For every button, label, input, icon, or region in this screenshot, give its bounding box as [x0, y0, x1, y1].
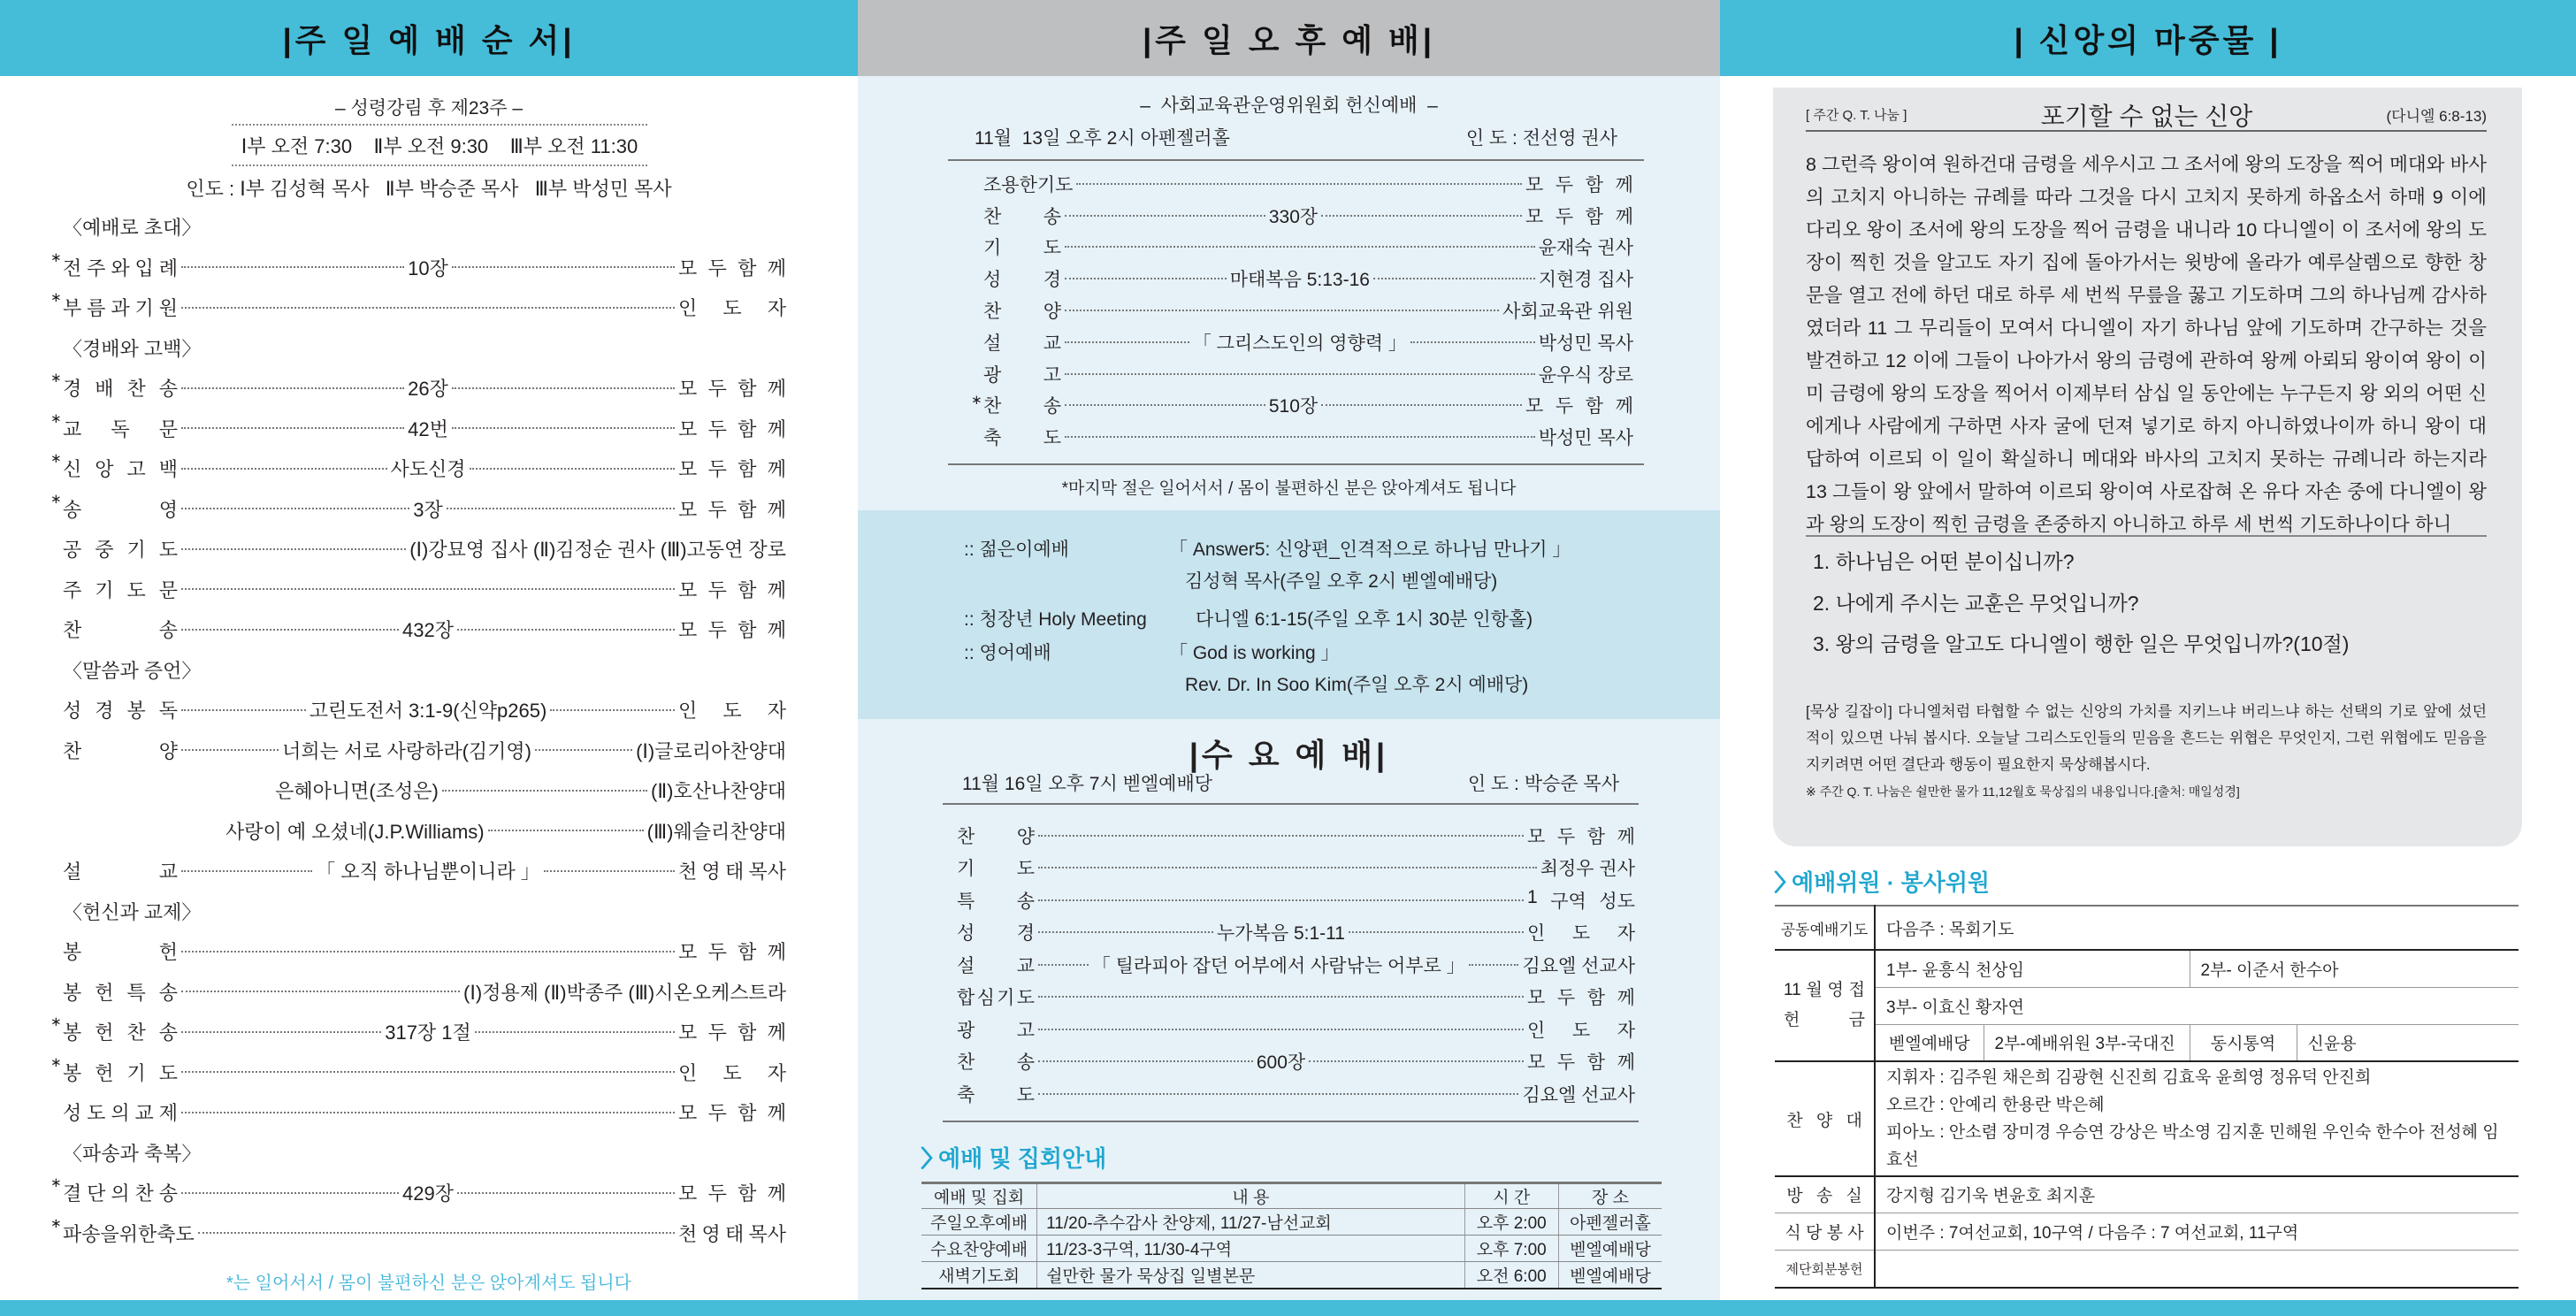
wednesday-order-list [957, 820, 1635, 1112]
required-stand-icon: ∗ [50, 491, 62, 507]
qt-tag: [ 주간 Q. T. 나눔 ] [1806, 108, 1907, 123]
order-row [63, 328, 786, 369]
schedule-cell: 벧엘예배당 [1558, 1236, 1662, 1262]
order-leader: 모 두 함 께 [1527, 1052, 1635, 1074]
order-content: 너희는 서로 사랑하라(김기영) [282, 739, 531, 762]
order-leader: 박성민 목사 [1538, 428, 1633, 449]
order-leader: 인 도 자 [678, 700, 786, 723]
schedule-header-row [921, 1183, 1662, 1209]
leader-dots [1038, 1029, 1524, 1030]
order-content: 429장 [402, 1182, 454, 1205]
youth-line: Rev. Dr. In Soo Kim(주일 오후 2시 예배당) [1185, 675, 1529, 695]
leader-dots [475, 1031, 675, 1033]
leader-dots [198, 1232, 675, 1234]
order-row [63, 690, 786, 731]
order-label: 설교 [957, 955, 1077, 976]
altar-value [1875, 1250, 2519, 1288]
broadcast-value: 강지형 김기욱 변윤호 최지훈 [1875, 1176, 2519, 1213]
leader-dots [1076, 183, 1522, 185]
order-label: 광고 [957, 1020, 1077, 1041]
order-row [50, 409, 787, 449]
leader-dots [535, 749, 632, 751]
leader-dots [550, 709, 675, 711]
order-content: 「 그리스도인의 영향력 」 [1192, 333, 1407, 354]
order-row [957, 820, 1635, 852]
order-label: 성경봉독 [63, 700, 191, 723]
section-heading: 〈헌신과 교제〉 [63, 900, 202, 923]
order-content: 「 오직 하나님뿐이니라 」 [316, 861, 540, 884]
bottom-bar [0, 1300, 2576, 1316]
order-content: 510장 [1268, 396, 1319, 417]
schedule-cell: 아펜젤러홀 [1558, 1209, 1662, 1236]
order-row [957, 949, 1635, 981]
youth-line: 「 Answer5: 신앙편_인격적으로 하나님 만나기 」 [1169, 539, 1571, 560]
order-leader: 사회교육관 위원 [1502, 302, 1633, 323]
bethel-label: 벧엘예배당 [1875, 1024, 1984, 1061]
youth-label: :: 젊은이예배 [964, 539, 1069, 560]
order-row [50, 1173, 786, 1213]
order-row [63, 811, 786, 852]
afternoon-subtitle: – 사회교육관운영위원회 헌신예배 – [1140, 96, 1438, 116]
leader-dots [181, 1071, 675, 1073]
order-label: 찬양 [63, 739, 256, 762]
order-label: 봉헌 [63, 941, 256, 964]
order-label: 봉헌찬송 [63, 1021, 191, 1044]
order-label: 교독문 [63, 417, 208, 440]
leader-dots [457, 1192, 675, 1194]
sunday-order-list [50, 207, 787, 1259]
leader-dots [1065, 246, 1535, 248]
leader-dots [452, 387, 675, 389]
kitchen-value: 이번주 : 7여선교회, 10구역 / 다음주 : 7 여선교회, 11구역 [1875, 1213, 2519, 1250]
order-row [63, 891, 786, 932]
order-label: 봉헌기도 [63, 1061, 191, 1084]
order-label: 경배찬송 [63, 378, 191, 401]
order-leader: (Ⅰ)정용제 (Ⅱ)박종주 (Ⅲ)시온오케스트라 [463, 981, 786, 1004]
leader-dots [447, 508, 675, 509]
order-leader: 인 도 자 [1527, 923, 1635, 945]
order-label: 찬양 [957, 826, 1077, 847]
order-leader: 모 두 함 께 [678, 1182, 786, 1205]
afternoon-date: 11월 13일 오후 2시 아펜젤러홀 [975, 128, 1230, 149]
order-label: 조용한기도 [983, 174, 1074, 195]
interp-label: 동시통역 [2190, 1024, 2297, 1061]
altar-label: 제단회분봉헌 [1775, 1250, 1875, 1288]
bethel-value: 2부-예배위원 3부-국대진 [1984, 1024, 2190, 1061]
order-row [50, 448, 787, 489]
order-row [63, 207, 786, 248]
leader-dots [452, 266, 675, 268]
order-leader: (Ⅰ)강묘영 집사 (Ⅱ)김정순 권사 (Ⅲ)고동연 장로 [409, 539, 786, 562]
order-row [63, 529, 786, 570]
order-row [957, 1078, 1635, 1110]
order-leader: 윤재숙 권사 [1538, 238, 1633, 259]
leader-dots [1469, 964, 1519, 966]
required-stand-icon: ∗ [50, 1175, 62, 1190]
leader-dots [1321, 404, 1522, 406]
order-label: 특송 [957, 891, 1077, 912]
schedule-cell: 새벽기도회 [921, 1262, 1037, 1289]
order-row [971, 390, 1633, 422]
afternoon-leader: 인 도 : 전선영 권사 [1465, 128, 1617, 149]
qt-question: 1. 하나님은 어떤 분이십니까? [1813, 550, 2075, 573]
schedule-cell: 11/20-추수감사 찬양제, 11/27-남선교회 [1037, 1209, 1464, 1236]
order-row [63, 609, 786, 650]
leader-dots [1065, 436, 1535, 438]
schedule-cell: 오전 6:00 [1464, 1262, 1558, 1289]
order-content: 고린도전서 3:1-9(신약p265) [309, 700, 547, 723]
order-label: 파송을위한축도 [63, 1222, 195, 1245]
required-stand-icon: ∗ [50, 1014, 62, 1029]
leader-dots [181, 991, 460, 992]
choir-label: 찬 양 대 [1775, 1061, 1875, 1176]
order-leader: 모 두 함 께 [1525, 206, 1633, 227]
order-label: 성도의교제 [63, 1102, 183, 1125]
required-stand-icon: ∗ [50, 410, 62, 426]
leader-dots [181, 1192, 399, 1194]
leader-dots [1038, 899, 1524, 901]
leader-dots [1349, 931, 1524, 933]
order-label: 찬송 [957, 1052, 1077, 1074]
order-leader: 윤우식 장로 [1538, 364, 1633, 386]
leader-dots [1410, 341, 1535, 343]
order-label: 찬송 [983, 206, 1104, 227]
order-content: 3장 [413, 498, 443, 521]
order-content: 누가복음 5:1-11 [1217, 923, 1345, 945]
order-content: 317장 1절 [385, 1021, 471, 1044]
order-leader: 모 두 함 께 [678, 619, 786, 642]
leader-dots [457, 629, 675, 631]
leader-dots [181, 548, 406, 550]
required-stand-icon: ∗ [50, 290, 62, 305]
order-row [63, 851, 786, 891]
order-label: 찬양 [983, 302, 1104, 323]
order-label: 찬송 [63, 619, 256, 642]
order-row [63, 972, 786, 1013]
leader-dots [1373, 278, 1535, 279]
qt-passage: 8 그런즉 왕이여 원하건대 금령을 세우시고 그 조서에 왕의 도장을 찍어 메대와 바사의 고치지 아니하는 규례를 따라 그것을 다시 고치지 못하게 하옵소서 하매 9 이에 다리오 왕이 조서에 왕의 도장을 찍어 금령을 내니라 10 다니엘이 이 조서에 왕의 도장이 찍힌 것을 알고도 자기 집에 돌아가서는 윗방에 올라가 예루살렘으로 향한 창문을 열고 전에 하던 대로 하루 세 번씩 무릎을 꿇고 기도하며 그의 하나님께 감사하였더라 11 그 무리들이 모여서 다니엘이 자기 하나님 앞에 기도하며 간구하는 것을 발견하고 12 이에 그들이 나아가서 왕의 금령에 관하여 왕께 아뢰되 왕이여 왕이 이미 금령에 왕의 도장을 찍어서 이제부터 삼십 일 동안에는 누구든지 왕 외의 어떤 신에게나 사람에게 구하면 사자 굴에 던져 넣기로 하지 아니하였나이까 하니 왕이 대답하여 이르되 이 일이 확실하니 메대와 바사의 고치지 못하는 규례니라 하는지라 13 그들이 왕 앞에서 말하여 이르되 왕이여 사로잡혀 온 유다 자손 중에 다니엘이 왕과 왕의 도장이 찍힌 금령을 존중하지 아니하고 하루 세 번씩 기도하나이다 하니 [1806, 154, 2487, 535]
youth-line: 다니엘 6:1-15(주일 오후 1시 30분 인항홀) [1196, 609, 1533, 630]
leader-dots [1038, 867, 1537, 868]
order-row [50, 489, 786, 530]
order-leader: 박성민 목사 [1538, 333, 1633, 354]
section-heading: 〈경배와 고백〉 [63, 337, 202, 360]
schedule-row [921, 1262, 1662, 1289]
qt-notes [1806, 699, 2487, 801]
order-label: 찬송 [983, 396, 1104, 417]
order-label: 축도 [983, 428, 1104, 449]
order-row [50, 368, 787, 409]
order-content: 마태복음 5:13-16 [1229, 270, 1370, 291]
order-row [50, 248, 787, 288]
wednesday-leader: 인 도 : 박승준 목사 [1467, 774, 1619, 794]
order-leader: 모 두 함 께 [1527, 988, 1635, 1009]
leader-dots [1321, 215, 1522, 217]
leader-dots [1038, 835, 1524, 837]
leader-dots [181, 588, 675, 590]
leader-dots [1309, 1060, 1524, 1062]
faith-title: | 신앙의 마중물 | [2014, 21, 2282, 58]
youth-line: 김성혁 목사(주일 오후 2시 벧엘예배당) [1185, 571, 1498, 592]
order-leader: 지현경 집사 [1538, 270, 1633, 291]
staff-heading: 〉〉 예배위원 · 봉사위원 [1775, 865, 1990, 898]
order-label: 기도 [983, 238, 1104, 259]
order-leader: 모 두 함 께 [678, 417, 787, 440]
order-leader: 1 구역 성도 [1527, 886, 1635, 912]
sunday-subtitle: – 성령강림 후 제23주 – [334, 98, 524, 119]
order-leader: 인 도 자 [678, 1061, 786, 1084]
order-label: 설교 [983, 333, 1104, 354]
order-label: 송영 [63, 498, 256, 521]
order-leader: 모 두 함 께 [678, 1021, 786, 1044]
afternoon-footnote: *마지막 절은 일어서서 / 몸이 불편하신 분은 앉아계셔도 됩니다 [1061, 479, 1517, 498]
schedule-cell: 오후 7:00 [1464, 1236, 1558, 1262]
schedule-column-header: 내 용 [1037, 1183, 1464, 1209]
order-row [63, 931, 786, 972]
order-label: 성경 [957, 923, 1077, 945]
order-row [983, 295, 1633, 326]
order-label: 합심기도 [957, 988, 1037, 1009]
order-content: 26장 [408, 378, 448, 401]
order-leader: 모 두 함 께 [678, 256, 787, 279]
staff-table [1775, 905, 2519, 1289]
order-label: 결단의찬송 [63, 1182, 183, 1205]
order-leader: 최정우 권사 [1540, 859, 1635, 880]
leader-dots [181, 951, 675, 953]
order-row [983, 232, 1633, 264]
leader-dots [181, 427, 404, 429]
qt-question: 2. 나에게 주시는 교훈은 무엇입니까? [1813, 591, 2139, 615]
afternoon-order-list [971, 168, 1633, 455]
order-row [50, 287, 786, 328]
required-stand-icon: ∗ [50, 1054, 62, 1070]
kitchen-label: 식 당 봉 사 [1775, 1213, 1875, 1250]
usher-1: 1부- 윤흥식 천상임 [1875, 950, 2190, 987]
order-row [983, 263, 1633, 295]
section-heading: 〈말씀과 증언〉 [63, 659, 202, 682]
leader-dots [488, 830, 644, 831]
order-row [957, 853, 1635, 884]
schedule-row [921, 1236, 1662, 1262]
order-label: 신앙고백 [63, 458, 191, 481]
order-row [63, 770, 786, 811]
order-row [957, 917, 1635, 949]
order-leader: 모 두 함 께 [678, 378, 787, 401]
order-row [50, 1052, 786, 1093]
order-content: 600장 [1256, 1052, 1306, 1074]
order-leader: 인 도 자 [1527, 1020, 1635, 1041]
order-content: 은혜아니면(조성은) [275, 780, 439, 803]
order-leader: 모 두 함 께 [678, 941, 786, 964]
order-leader: 김요엘 선교사 [1522, 955, 1635, 976]
order-content: 사도신경 [390, 458, 466, 481]
section-heading: 〈파송과 축복〉 [63, 1142, 202, 1165]
order-leader: 모 두 함 께 [678, 458, 787, 481]
order-content: 「 틸라피아 잡던 어부에서 사람낚는 어부로 」 [1091, 955, 1465, 976]
qt-questions [1813, 541, 2494, 665]
usher-2: 2부- 이준서 한수아 [2190, 950, 2519, 987]
qt-reference: (다니엘 6:8-13) [2386, 108, 2487, 125]
order-row [50, 1012, 786, 1052]
order-content: 사랑이 예 오셨네(J.P.Williams) [225, 820, 485, 843]
order-leader: (Ⅰ)글로리아찬양대 [636, 739, 786, 762]
usher-label: 11 월 영 접 헌 금 [1775, 950, 1875, 1061]
divider [948, 463, 1644, 465]
order-label: 설교 [63, 861, 256, 884]
order-leader: 모 두 함 께 [678, 578, 786, 601]
order-leader: 모 두 함 께 [1527, 826, 1635, 847]
order-row [983, 421, 1633, 453]
leader-dots [1038, 996, 1524, 998]
qt-meditation: [묵상 길잡이] 다니엘처럼 타협할 수 없는 신앙의 가치를 지키느냐 버리느냐 하는 선택의 기로 앞에 섰던 적이 있으면 나눠 봅시다. 오늘날 그리스도인들의 믿음을 흔드는 위협은 무엇인지, 그런 위협에도 믿음을 지키려면 어떤 결단과 행동이 필요한지 묵상해봅시다. [1806, 703, 2487, 773]
sunday-title: |주 일 예 배 순 서| [282, 21, 576, 58]
schedule-table [921, 1182, 1662, 1289]
leader-dots [470, 468, 676, 470]
order-label: 기도 [957, 859, 1077, 880]
order-row [50, 1213, 786, 1254]
required-stand-icon: ∗ [50, 1215, 62, 1231]
leader-dots [181, 1031, 381, 1033]
wednesday-date: 11월 16일 오후 7시 벧엘예배당 [962, 774, 1213, 794]
leader-dots [181, 387, 404, 389]
schedule-cell: 오후 2:00 [1464, 1209, 1558, 1236]
leader-dots [452, 427, 675, 429]
schedule-heading: 〉〉 예배 및 집회안내 [921, 1141, 1106, 1174]
schedule-column-header: 장 소 [1558, 1183, 1662, 1209]
broadcast-label: 방 송 실 [1775, 1176, 1875, 1213]
order-row [63, 570, 786, 610]
order-row [983, 358, 1633, 390]
schedule-cell: 쉴만한 물가 묵상집 일별본문 [1037, 1262, 1464, 1289]
order-label: 주기도문 [63, 578, 191, 601]
order-row [983, 200, 1633, 232]
leader-dots [544, 870, 675, 872]
required-stand-icon: ∗ [50, 249, 62, 265]
order-row [957, 1046, 1635, 1078]
leader-dots [181, 307, 675, 309]
schedule-cell: 주일오후예배 [921, 1209, 1037, 1236]
leader-dots [1065, 373, 1535, 375]
order-row [983, 168, 1633, 200]
schedule-cell: 11/23-3구역, 11/30-4구역 [1037, 1236, 1464, 1262]
leader-dots [181, 468, 387, 470]
section-heading: 〈예배로 초대〉 [63, 217, 202, 240]
order-label: 성경 [983, 270, 1104, 291]
order-content: 10장 [408, 256, 448, 279]
schedule-cell: 수요찬양예배 [921, 1236, 1037, 1262]
order-label: 봉헌특송 [63, 981, 191, 1004]
order-row [957, 884, 1635, 916]
qt-source: ※ 주간 Q. T. 나눔은 쉴만한 물가 11,12월호 묵상집의 내용입니다.[출처: 매일성경] [1806, 784, 2240, 799]
order-row [983, 326, 1633, 358]
wednesday-title: |수 요 예 배| [1189, 737, 1389, 773]
order-leader: 천 영 태 목사 [678, 1222, 786, 1245]
sunday-footnote: *는 일어서서 / 몸이 불편하신 분은 앉아계셔도 됩니다 [226, 1274, 631, 1293]
leader-dots [181, 1112, 675, 1113]
schedule-row [921, 1209, 1662, 1236]
order-label: 광고 [983, 364, 1104, 386]
order-content: 432장 [402, 619, 454, 642]
order-row [63, 650, 786, 691]
qt-title: 포기할 수 없는 신앙 [2040, 102, 2253, 130]
leader-dots [442, 790, 647, 792]
order-row [63, 1133, 786, 1174]
prayer-label: 공동예배기도 [1775, 906, 1875, 950]
usher-3: 3부- 이효신 황자연 [1875, 987, 2519, 1024]
choir-conductor: 지휘자 : 김주원 채은희 김광현 신진희 김효욱 윤희영 정유덕 안진희 [1886, 1068, 2372, 1087]
order-leader: 천 영 태 목사 [678, 861, 786, 884]
schedule-column-header: 시 간 [1464, 1183, 1558, 1209]
youth-label: :: 청장년 Holy Meeting [964, 609, 1147, 630]
order-leader: 모 두 함 께 [678, 498, 786, 521]
order-row [957, 1014, 1635, 1045]
leader-dots [1038, 1093, 1518, 1095]
order-label: 축도 [957, 1084, 1077, 1106]
qt-question: 3. 왕의 금령을 알고도 다니엘이 행한 일은 무엇입니까?(10절) [1813, 632, 2350, 655]
order-leader: 모 두 함 께 [1525, 396, 1633, 417]
order-label: 공중기도 [63, 539, 191, 562]
leader-dots [181, 709, 306, 711]
choir-piano: 피아노 : 안소렴 장미경 우승연 강상은 박소영 김지훈 민해원 우인숙 한수아 전성혜 임효선 [1886, 1123, 2499, 1169]
order-leader: (Ⅱ)호산나찬양대 [651, 780, 787, 803]
order-row [63, 1092, 786, 1133]
order-leader: (Ⅲ)웨슬리찬양대 [646, 820, 786, 843]
schedule-column-header: 예배 및 집회 [921, 1183, 1037, 1209]
required-stand-icon: ∗ [50, 371, 62, 386]
order-row [63, 731, 786, 771]
sunday-leaders: 인도 : Ⅰ부 김성혁 목사 Ⅱ부 박승준 목사 Ⅲ부 박성민 목사 [186, 178, 672, 200]
order-leader: 모 두 함 께 [1525, 174, 1633, 195]
leader-dots [181, 266, 404, 268]
youth-line: 「 God is working 」 [1169, 643, 1340, 663]
order-leader: 김요엘 선교사 [1522, 1084, 1635, 1106]
order-leader: 인 도 자 [678, 297, 786, 320]
youth-label: :: 영어예배 [964, 643, 1051, 663]
order-content: 42번 [408, 417, 448, 440]
choir-organ: 오르간 : 안예리 한용란 박은혜 [1886, 1096, 2105, 1114]
divider [943, 1121, 1639, 1122]
afternoon-title: |주 일 오 후 예 배| [1143, 21, 1435, 58]
required-stand-icon: ∗ [50, 451, 62, 466]
leader-dots [1065, 310, 1499, 311]
order-row [957, 982, 1635, 1014]
order-content: 330장 [1268, 206, 1319, 227]
divider [1806, 535, 2487, 537]
service-times: Ⅰ부 오전 7:30 Ⅱ부 오전 9:30 Ⅲ부 오전 11:30 [232, 124, 647, 166]
interp-value: 신윤용 [2297, 1024, 2519, 1061]
schedule-cell: 벧엘예배당 [1558, 1262, 1662, 1289]
order-leader: 모 두 함 께 [678, 1102, 786, 1125]
prayer-value: 다음주 : 목회기도 [1875, 906, 2519, 950]
required-stand-icon: ∗ [971, 392, 982, 408]
order-label: 부름과기원 [63, 297, 183, 320]
order-label: 전주와입례 [63, 256, 183, 279]
